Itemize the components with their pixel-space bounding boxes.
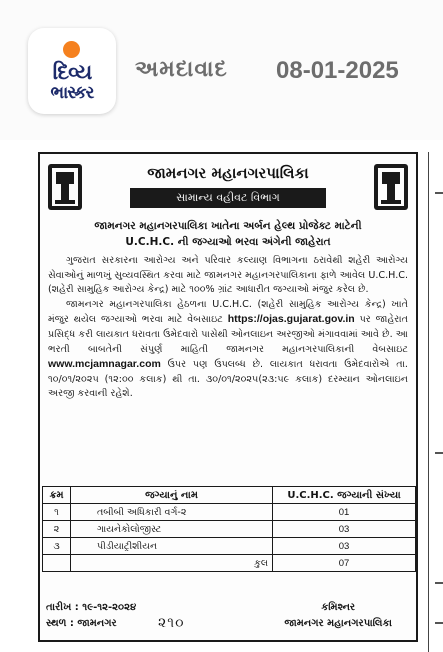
divya-bhaskar-logo[interactable] (28, 28, 116, 114)
notice-reference-code: ૨૧૦ (158, 614, 185, 630)
department-banner: સામાન્ય વહીવટ વિભાગ (130, 188, 326, 208)
emblem-icon (46, 162, 84, 212)
paragraph-application (48, 298, 408, 402)
total-label: કુલ (71, 555, 273, 572)
column-header-count: U.C.H.C. જગ્યાની સંખ્યા (273, 487, 416, 504)
notice-footer-left (46, 600, 136, 632)
table-row (43, 504, 416, 521)
total-count: 07 (273, 555, 416, 572)
column-header-serial: ક્રમ (43, 487, 71, 504)
notice-place: સ્થળ : જામનગર (46, 618, 117, 629)
table-header-row (43, 487, 416, 504)
paragraph-intro: ગુજરાત સરકારના આરોગ્ય અને પરિવાર કલ્યાણ વિભાગના ઠરાવેથી શહેરી આરોગ્ય સેવાઓનું માળખું સુવ્યવસ્થિત કરવા માટે જામનગર મહાનગરપાલિકાના ફાળે આવેલ U.C.H.C. (શહેરી સામુહિક આરોગ્ય કેન્દ્ર) માટે ૧૦૦% ગ્રાંટ આધારીત જગ્યાઓ મંજુર કરેલ છે. (48, 255, 408, 296)
table-row (43, 521, 416, 538)
headline-line: U.C.H.C. ની જગ્યાઓ ભરવા અંગેની જાહેરાત (125, 236, 331, 248)
newspaper-header (0, 0, 443, 140)
paragraph-text: જામનગર મહાનગરપાલિકા હેઠળના U.C.H.C. (શહેરી સામુહિક આરોગ્ય કેન્દ્ર) ખાતે મંજુર થયેલ જગ્યાઓ ભરવા માટે વેબસાઇટ (48, 298, 408, 326)
mcjamnagar-website-link[interactable]: www.mcjamnagar.com (48, 358, 161, 371)
paragraph-text: ઉપર પણ ઉપલબ્ધ છે. લાયકાત ધરાવતા ઉમેદવારોએ તા. ૧૦/૦૧/૨૦૨૫ (૧૨:૦૦ કલાક) થી તા. ૩૦/૦૧/૨૦૨૫(૨૩:૫૯ કલાક) દરમ્યાન ઓનલાઇન અરજી કરવાની રહેશે. (48, 359, 408, 400)
ojas-website-link[interactable]: https://ojas.gujarat.gov.in (227, 313, 355, 326)
column-header-post-name: જગ્યાનું નામ (71, 487, 273, 504)
row-serial: ૨ (43, 521, 71, 538)
notice-title: જામનગર મહાનગરપાલિકા (147, 164, 309, 182)
notice-date: તારીખ : ૧૯-૧૨-૨૦૨૪ (46, 602, 137, 613)
notice-signatory (284, 600, 392, 632)
edition-city: અમદાવાદ (135, 57, 228, 82)
emblem-icon (372, 162, 410, 212)
paragraph-text: પર જાહેરાત પ્રસિદ્ધ કરી લાયકાત ધરાવતા ઉમેદવારો પાસેથી ઓનલાઇન અરજીઓ મંગાવવામાં આવે છે. આ ભરતી બાબતેની સંપુર્ણ માહિતી જામનગર મહાનગરપાલિકાની વેબસાઇટ (48, 314, 408, 355)
row-count: 03 (273, 538, 416, 555)
tender-notice-clipping (38, 152, 418, 642)
row-post-name: ગાયનેકોલોજીસ્ટ (71, 521, 273, 538)
vacancy-table (42, 486, 416, 572)
row-count: 03 (273, 521, 416, 538)
total-spacer (43, 555, 71, 572)
signatory-title: કમિશ્નર (321, 602, 356, 613)
notice-headline (48, 218, 408, 250)
logo-text-line2: ભાસ્કર (50, 83, 94, 103)
row-count: 01 (273, 504, 416, 521)
row-post-name: તબીબી અધિકારી વર્ગ-૨ (71, 504, 273, 521)
row-post-name: પીડીયાટ્રીશીયન (71, 538, 273, 555)
edition-date: 08-01-2025 (276, 57, 399, 84)
row-serial: ૩ (43, 538, 71, 555)
notice-body (48, 254, 408, 402)
table-total-row (43, 555, 416, 572)
adjacent-clipping-edge (428, 152, 443, 652)
sun-icon (63, 41, 80, 58)
row-serial: ૧ (43, 504, 71, 521)
headline-line: જામનગર મહાનગરપાલિકા ખાતેના અર્બન હેલ્થ પ્રોજેક્ટ માટેની (94, 220, 362, 232)
logo-text-line1: દિવ્ય (52, 60, 92, 84)
signatory-organization: જામનગર મહાનગરપાલિકા (284, 618, 392, 629)
table-row (43, 538, 416, 555)
